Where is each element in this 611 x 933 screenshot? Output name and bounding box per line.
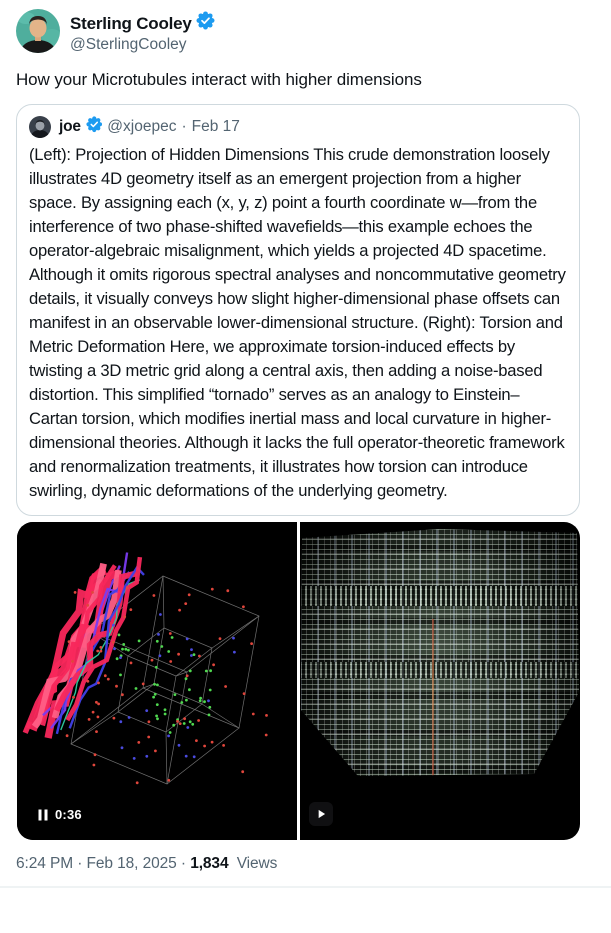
tweet-header [16, 0, 595, 55]
verified-badge-icon [196, 11, 215, 35]
tweet-date: Feb 18, 2025 [86, 855, 177, 872]
quoted-verified-badge-icon [86, 116, 103, 138]
author-avatar-image [16, 9, 60, 53]
footer-separator: · [77, 855, 83, 872]
mesh-dense-band [300, 586, 580, 606]
play-icon [314, 807, 328, 821]
mesh-dense-band [300, 662, 580, 678]
pause-icon [38, 809, 48, 821]
video-status-pill [30, 803, 91, 826]
quoted-date: Feb 17 [191, 118, 240, 135]
author-avatar[interactable] [16, 9, 60, 53]
mesh-red-streak [432, 619, 434, 777]
video-elapsed-time: 0:36 [55, 807, 82, 822]
author-name-block [70, 9, 215, 55]
quoted-author-handle[interactable]: @xjoepec [107, 118, 177, 135]
right-video-thumbnail[interactable] [300, 522, 580, 840]
views-count: 1,834 [190, 855, 229, 872]
quoted-meta-separator: · [181, 118, 187, 135]
quoted-author-avatar-image [29, 116, 51, 138]
media-grid [17, 522, 580, 840]
tweet-footer [16, 855, 595, 873]
hypercube-visualization [17, 522, 297, 840]
play-button[interactable] [309, 802, 333, 826]
torsion-grid-visualization [300, 524, 580, 840]
quoted-tweet-card[interactable] [16, 104, 580, 516]
quoted-author-name[interactable]: joe [59, 118, 81, 135]
bottom-divider [0, 886, 611, 888]
tweet-time: 6:24 PM [16, 855, 74, 872]
author-name[interactable]: Sterling Cooley [70, 13, 192, 33]
quoted-tweet-text: (Left): Projection of Hidden Dimensions This crude demonstration loosely illustrates 4D geometry itself as an emergent projection from a higher space. By assigning each (x, y, z) point a fourth coordinate w—from the interference of two phase-shifted wavefields—this example echoes the operator-algebraic misalignment, which yields a projected 4D spacetime. Although it omits rigorous spectral analyses and noncommutative geometry details, it visually conveys how slight higher-dimensional phase offsets can manifest in an observable lower-dimensional structure. (Right): Torsion and Metric Deformation Here, we approximate torsion-induced effects by twisting a 3D metric grid along a central axis, then adding a noise-based distortion. This simplified “tornado” serves as an analogy to Einstein–Cartan torsion, which modifies inertial mass and local curvature in higher-dimensional theories. Although it lacks the full operator-theoretic framework and renormalization treatments, it illustrates how torsion can introduce swirling, dynamic deformations of the underlying geometry. [29, 145, 566, 500]
left-video-thumbnail[interactable] [17, 522, 297, 840]
quoted-author-avatar[interactable] [29, 116, 51, 138]
views-label: Views [236, 855, 278, 872]
tweet-text: How your Microtubules interact with higher dimensions [16, 70, 422, 89]
quoted-tweet-header [29, 116, 567, 138]
footer-separator: · [180, 855, 186, 872]
author-handle[interactable]: @SterlingCooley [70, 36, 187, 53]
